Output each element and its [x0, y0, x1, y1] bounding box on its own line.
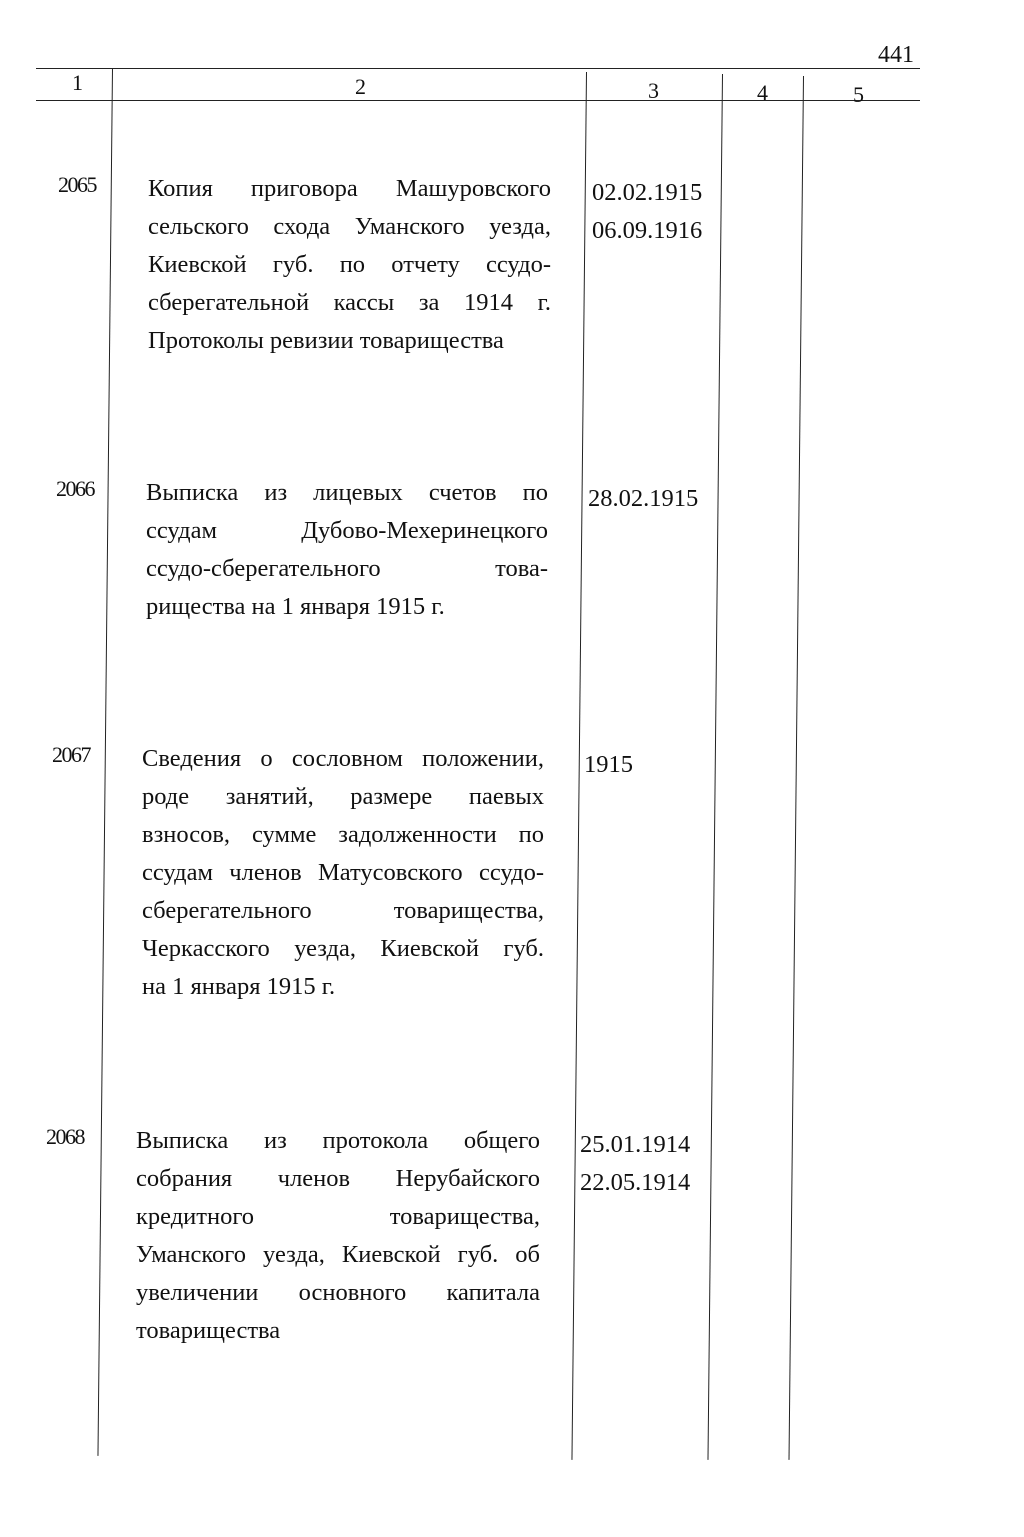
title-line: роде занятий, размере паевых — [142, 783, 544, 810]
date: 28.02.1915 — [588, 485, 699, 512]
date: 25.01.1914 — [580, 1131, 691, 1158]
title-line: сельского схода Уманского уезда, — [148, 213, 551, 240]
record-dates — [592, 174, 702, 250]
column-header-5: 5 — [853, 82, 864, 107]
column-divider-4 — [789, 76, 804, 1460]
title-line: Копия приговора Машуровского — [148, 175, 551, 202]
record-dates — [588, 480, 698, 518]
record-title — [136, 1122, 540, 1350]
date: 06.09.1916 — [592, 217, 703, 244]
date: 22.05.1914 — [580, 1169, 691, 1196]
date: 1915 — [584, 751, 633, 778]
title-line: Выписка из лицевых счетов по — [146, 479, 548, 506]
title-line: собрания членов Нерубайского — [136, 1165, 540, 1192]
title-line: сберегательного товарищества, — [142, 897, 544, 924]
title-line: на 1 января 1915 г. — [142, 973, 336, 1000]
record-dates — [584, 746, 633, 784]
title-line: товарищества — [136, 1317, 281, 1344]
title-line: ссудам членов Матусовского ссудо- — [142, 859, 544, 886]
title-line: рищества на 1 января 1915 г. — [146, 593, 445, 620]
title-line: Черкасского уезда, Киевской губ. — [142, 935, 544, 962]
column-header-1: 1 — [72, 70, 83, 95]
title-line: Протоколы ревизии товарищества — [148, 327, 504, 354]
title-line: Сведения о сословном положении, — [142, 745, 544, 772]
title-line: Киевской губ. по отчету ссудо- — [148, 251, 551, 278]
record-title — [142, 740, 544, 1006]
title-line: сберегательной кассы за 1914 г. — [148, 289, 551, 316]
record-dates — [580, 1126, 690, 1202]
record-number: 2066 — [56, 476, 94, 501]
title-line: взносов, сумме задолженности по — [142, 821, 544, 848]
title-line: Уманского уезда, Киевской губ. об — [136, 1241, 540, 1268]
title-line: ссудо-сберегательного това- — [146, 555, 548, 582]
record-number: 2065 — [58, 172, 96, 197]
title-line: Выписка из протокола общего — [136, 1127, 540, 1154]
column-header-3: 3 — [648, 78, 659, 103]
page-number: 441 — [878, 42, 914, 68]
title-line: ссудам Дубово-Мехеринецкого — [146, 517, 548, 544]
record-number: 2068 — [46, 1124, 84, 1149]
column-header-4: 4 — [757, 80, 768, 105]
title-line: кредитного товарищества, — [136, 1203, 540, 1230]
column-divider-1 — [97, 68, 113, 1456]
table-header-rule — [36, 100, 920, 101]
date: 02.02.1915 — [592, 179, 703, 206]
column-header-2: 2 — [355, 74, 366, 99]
title-line: увеличении основного капитала — [136, 1279, 540, 1306]
record-title — [148, 170, 551, 360]
column-divider-3 — [707, 74, 723, 1460]
record-number: 2067 — [52, 742, 90, 767]
table-top-rule — [36, 68, 920, 69]
record-title — [146, 474, 548, 626]
